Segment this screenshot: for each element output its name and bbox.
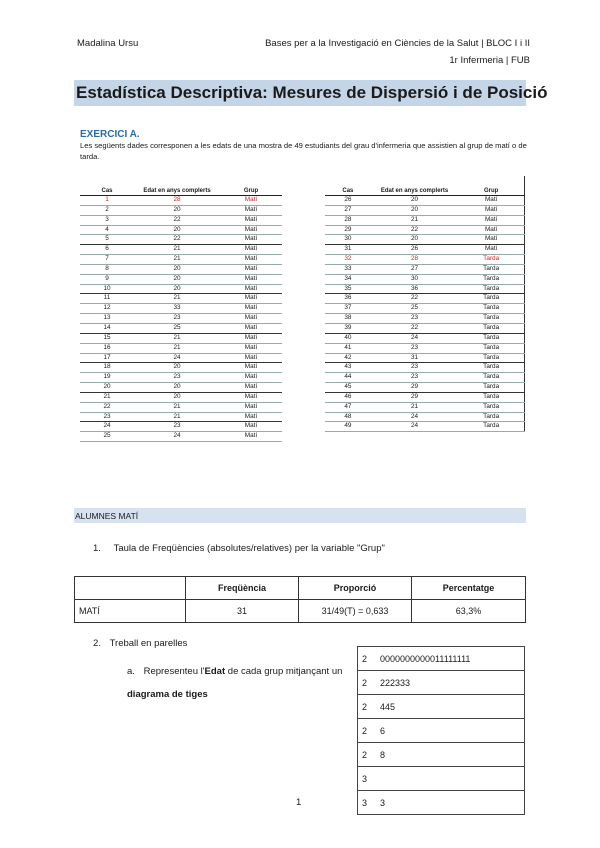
- table-row: [325, 225, 525, 235]
- table-row: [80, 353, 282, 363]
- table-row: [80, 225, 282, 235]
- cell-cas: 28: [325, 215, 371, 225]
- cell-edat: 22: [134, 235, 220, 245]
- col-header-edat: Edat en anys complerts: [371, 176, 459, 196]
- question-1-text: Taula de Freqüències (absolutes/relatives) per la variable "Grup": [113, 543, 385, 554]
- cell-grup: Matí: [458, 225, 524, 235]
- table-row: [325, 422, 525, 432]
- table-row: [325, 215, 525, 225]
- cell-edat: 20: [134, 264, 220, 274]
- cell-edat: 23: [134, 422, 220, 432]
- leaf-cell: 0000000000011111111: [376, 647, 525, 671]
- freq-cell-proporcio: 31/49(T) = 0,633: [299, 600, 412, 623]
- course-line-1: Bases per a la Investigació en Ciències de la Salut | BLOC I i II: [265, 38, 530, 49]
- table-row: [80, 304, 282, 314]
- cell-edat: 26: [371, 245, 459, 255]
- cell-edat: 21: [134, 402, 220, 412]
- cell-edat: 24: [371, 333, 459, 343]
- cell-grup: Tarda: [458, 363, 524, 373]
- cell-grup: Matí: [458, 205, 524, 215]
- section-title: ALUMNES MATÍ: [75, 511, 139, 521]
- stem-leaf-row: [358, 767, 525, 791]
- cell-cas: 7: [80, 255, 134, 265]
- cell-edat: 28: [371, 255, 459, 265]
- freq-header-percentatge: Percentatge: [412, 577, 526, 600]
- cell-edat: 22: [371, 294, 459, 304]
- exercise-heading: EXERCICI A.: [80, 129, 140, 140]
- cell-edat: 21: [134, 255, 220, 265]
- cell-cas: 45: [325, 383, 371, 393]
- table-row: [325, 402, 525, 412]
- table-row: [80, 196, 282, 206]
- table-row: [325, 235, 525, 245]
- leaf-cell: 3: [376, 791, 525, 815]
- cell-cas: 15: [80, 333, 134, 343]
- cell-cas: 10: [80, 284, 134, 294]
- cell-edat: 23: [371, 314, 459, 324]
- cell-grup: Matí: [458, 196, 524, 206]
- cell-grup: Tarda: [458, 383, 524, 393]
- freq-header-frequencia: Freqüència: [186, 577, 299, 600]
- cell-cas: 41: [325, 343, 371, 353]
- cell-edat: 25: [134, 323, 220, 333]
- cell-cas: 32: [325, 255, 371, 265]
- freq-cell-frequencia: 31: [186, 600, 299, 623]
- cell-grup: Matí: [220, 235, 282, 245]
- cell-grup: Matí: [220, 412, 282, 422]
- stem-cell: 3: [358, 767, 377, 791]
- table-row: [80, 363, 282, 373]
- cell-cas: 14: [80, 323, 134, 333]
- cell-grup: Matí: [220, 323, 282, 333]
- table-row: [325, 412, 525, 422]
- stem-leaf-table: [357, 646, 525, 815]
- cell-edat: 21: [134, 343, 220, 353]
- cell-cas: 47: [325, 402, 371, 412]
- cell-edat: 20: [134, 392, 220, 402]
- cell-cas: 5: [80, 235, 134, 245]
- table-row: [325, 245, 525, 255]
- table-row: [325, 373, 525, 383]
- table-row: [325, 205, 525, 215]
- cell-cas: 6: [80, 245, 134, 255]
- table-row: [80, 235, 282, 245]
- cell-edat: 20: [134, 225, 220, 235]
- col-header-grup: Grup: [458, 176, 524, 196]
- cell-grup: Tarda: [458, 304, 524, 314]
- cell-cas: 9: [80, 274, 134, 284]
- cell-cas: 18: [80, 363, 134, 373]
- cell-cas: 23: [80, 412, 134, 422]
- cell-grup: Matí: [220, 314, 282, 324]
- cell-cas: 44: [325, 373, 371, 383]
- cell-edat: 23: [134, 373, 220, 383]
- cell-cas: 34: [325, 274, 371, 284]
- cell-edat: 29: [371, 392, 459, 402]
- cell-grup: Matí: [220, 294, 282, 304]
- question-1: [93, 543, 385, 554]
- data-table-right: [325, 176, 525, 432]
- cell-edat: 21: [134, 245, 220, 255]
- cell-edat: 21: [371, 215, 459, 225]
- table-row: [325, 392, 525, 402]
- question-2a-bold-diagrama: diagrama de tiges: [127, 689, 208, 700]
- cell-cas: 31: [325, 245, 371, 255]
- cell-edat: 22: [371, 225, 459, 235]
- author-name: Madalina Ursu: [77, 38, 139, 49]
- cell-cas: 17: [80, 353, 134, 363]
- table-row: [80, 343, 282, 353]
- cell-cas: 3: [80, 215, 134, 225]
- table-row: [325, 333, 525, 343]
- cell-grup: Tarda: [458, 373, 524, 383]
- table-row: [80, 323, 282, 333]
- cell-grup: Matí: [220, 383, 282, 393]
- cell-cas: 38: [325, 314, 371, 324]
- table-row: [325, 343, 525, 353]
- cell-edat: 24: [134, 432, 220, 442]
- cell-grup: Tarda: [458, 323, 524, 333]
- cell-cas: 36: [325, 294, 371, 304]
- table-row: [80, 392, 282, 402]
- table-row: [80, 255, 282, 265]
- cell-cas: 11: [80, 294, 134, 304]
- cell-edat: 27: [371, 264, 459, 274]
- cell-cas: 43: [325, 363, 371, 373]
- table-row: [325, 274, 525, 284]
- cell-grup: Matí: [220, 284, 282, 294]
- table-row: [80, 412, 282, 422]
- col-header-cas: Cas: [80, 176, 134, 196]
- leaf-cell: 6: [376, 719, 525, 743]
- cell-grup: Matí: [220, 245, 282, 255]
- leaf-cell: 222333: [376, 671, 525, 695]
- cell-grup: Matí: [220, 225, 282, 235]
- page-number: 1: [296, 797, 302, 808]
- table-row: [80, 432, 282, 442]
- cell-cas: 25: [80, 432, 134, 442]
- cell-grup: Matí: [220, 432, 282, 442]
- cell-cas: 16: [80, 343, 134, 353]
- stem-cell: 2: [358, 719, 377, 743]
- cell-grup: Tarda: [458, 264, 524, 274]
- cell-grup: Tarda: [458, 284, 524, 294]
- cell-grup: Tarda: [458, 392, 524, 402]
- cell-cas: 48: [325, 412, 371, 422]
- table-row: [80, 402, 282, 412]
- stem-cell: 2: [358, 671, 377, 695]
- stem-leaf-row: [358, 671, 525, 695]
- stem-leaf-row: [358, 647, 525, 671]
- cell-grup: Tarda: [458, 402, 524, 412]
- stem-leaf-row: [358, 719, 525, 743]
- cell-edat: 23: [371, 373, 459, 383]
- cell-grup: Matí: [458, 245, 524, 255]
- col-header-edat: Edat en anys complerts: [134, 176, 220, 196]
- table-row: [80, 274, 282, 284]
- cell-edat: 20: [134, 274, 220, 284]
- cell-grup: Matí: [220, 422, 282, 432]
- leaf-cell: [376, 767, 525, 791]
- cell-edat: 33: [134, 304, 220, 314]
- question-2-text: Treball en parelles: [109, 638, 188, 649]
- cell-cas: 21: [80, 392, 134, 402]
- table-row: [80, 264, 282, 274]
- cell-grup: Tarda: [458, 274, 524, 284]
- cell-edat: 31: [371, 353, 459, 363]
- cell-edat: 24: [134, 353, 220, 363]
- question-2a-text-1: Representeu l': [143, 666, 205, 677]
- cell-grup: Matí: [220, 402, 282, 412]
- cell-edat: 23: [371, 363, 459, 373]
- leaf-cell: 445: [376, 695, 525, 719]
- cell-cas: 22: [80, 402, 134, 412]
- freq-header-empty: [75, 577, 186, 600]
- stem-cell: 2: [358, 695, 377, 719]
- cell-grup: Matí: [220, 363, 282, 373]
- cell-cas: 13: [80, 314, 134, 324]
- table-row: [325, 255, 525, 265]
- cell-grup: Matí: [458, 235, 524, 245]
- cell-grup: Matí: [220, 343, 282, 353]
- cell-edat: 20: [134, 284, 220, 294]
- table-row: [80, 333, 282, 343]
- stem-leaf-row: [358, 743, 525, 767]
- table-row: [80, 284, 282, 294]
- stem-cell: 2: [358, 647, 377, 671]
- cell-cas: 46: [325, 392, 371, 402]
- table-row: [325, 353, 525, 363]
- stem-leaf-row: [358, 791, 525, 815]
- cell-grup: Tarda: [458, 294, 524, 304]
- cell-grup: Matí: [220, 205, 282, 215]
- cell-edat: 21: [371, 402, 459, 412]
- cell-edat: 20: [371, 235, 459, 245]
- cell-edat: 22: [134, 215, 220, 225]
- cell-grup: Tarda: [458, 314, 524, 324]
- cell-grup: Tarda: [458, 353, 524, 363]
- question-2a: [127, 660, 349, 706]
- freq-cell-group: MATÍ: [75, 600, 186, 623]
- cell-edat: 24: [371, 422, 459, 432]
- table-row: [325, 383, 525, 393]
- question-1-number: 1.: [93, 543, 101, 554]
- table-row: [80, 422, 282, 432]
- cell-grup: Matí: [220, 392, 282, 402]
- cell-cas: 4: [80, 225, 134, 235]
- cell-cas: 19: [80, 373, 134, 383]
- cell-edat: 23: [134, 314, 220, 324]
- cell-edat: 20: [134, 383, 220, 393]
- cell-grup: Matí: [220, 304, 282, 314]
- cell-edat: 21: [134, 412, 220, 422]
- question-2a-letter: a.: [127, 666, 135, 677]
- cell-grup: Tarda: [458, 333, 524, 343]
- table-row: [80, 294, 282, 304]
- question-2: [93, 638, 187, 649]
- cell-edat: 36: [371, 284, 459, 294]
- question-2-number: 2.: [93, 638, 101, 649]
- table-row: [80, 215, 282, 225]
- table-row: [325, 304, 525, 314]
- cell-cas: 27: [325, 205, 371, 215]
- freq-cell-percentatge: 63,3%: [412, 600, 526, 623]
- stem-leaf-row: [358, 695, 525, 719]
- cell-cas: 49: [325, 422, 371, 432]
- cell-grup: Tarda: [458, 343, 524, 353]
- table-row: [325, 323, 525, 333]
- cell-edat: 23: [371, 343, 459, 353]
- stem-cell: 2: [358, 743, 377, 767]
- cell-edat: 30: [371, 274, 459, 284]
- page-title: Estadística Descriptiva: Mesures de Dispersió i de Posició: [76, 83, 548, 102]
- stem-cell: 3: [358, 791, 377, 815]
- cell-edat: 29: [371, 383, 459, 393]
- cell-cas: 29: [325, 225, 371, 235]
- cell-cas: 24: [80, 422, 134, 432]
- cell-cas: 40: [325, 333, 371, 343]
- col-header-grup: Grup: [220, 176, 282, 196]
- cell-grup: Matí: [220, 373, 282, 383]
- cell-grup: Matí: [220, 255, 282, 265]
- col-header-cas: Cas: [325, 176, 371, 196]
- table-row: [325, 314, 525, 324]
- table-row: [325, 196, 525, 206]
- cell-grup: Matí: [220, 353, 282, 363]
- cell-cas: 1: [80, 196, 134, 206]
- section-bar: [74, 508, 526, 523]
- cell-edat: 24: [371, 412, 459, 422]
- table-row: [325, 294, 525, 304]
- cell-cas: 37: [325, 304, 371, 314]
- cell-edat: 25: [371, 304, 459, 314]
- data-table-left: [80, 176, 282, 442]
- cell-edat: 22: [371, 323, 459, 333]
- cell-cas: 39: [325, 323, 371, 333]
- cell-grup: Matí: [220, 196, 282, 206]
- table-row: [80, 373, 282, 383]
- cell-edat: 20: [134, 205, 220, 215]
- cell-cas: 20: [80, 383, 134, 393]
- leaf-cell: 8: [376, 743, 525, 767]
- cell-cas: 42: [325, 353, 371, 363]
- cell-edat: 28: [134, 196, 220, 206]
- cell-cas: 30: [325, 235, 371, 245]
- cell-cas: 2: [80, 205, 134, 215]
- cell-edat: 21: [134, 333, 220, 343]
- cell-grup: Tarda: [458, 255, 524, 265]
- cell-grup: Matí: [220, 274, 282, 284]
- question-2a-text-2: de cada grup mitjançant un: [225, 666, 343, 677]
- cell-grup: Tarda: [458, 412, 524, 422]
- cell-cas: 35: [325, 284, 371, 294]
- exercise-text: Les següents dades corresponen a les edats de una mostra de 49 estudiants del grau d'infermeria que assistien al grup de matí o de tarda.: [80, 141, 527, 161]
- cell-grup: Matí: [220, 264, 282, 274]
- table-row: [80, 314, 282, 324]
- cell-grup: Tarda: [458, 422, 524, 432]
- cell-cas: 26: [325, 196, 371, 206]
- cell-edat: 20: [371, 205, 459, 215]
- cell-cas: 8: [80, 264, 134, 274]
- table-row: [80, 245, 282, 255]
- cell-cas: 33: [325, 264, 371, 274]
- cell-edat: 20: [371, 196, 459, 206]
- table-row: [80, 205, 282, 215]
- course-line-2: 1r Infermeria | FUB: [449, 55, 530, 66]
- freq-header-proporcio: Proporció: [299, 577, 412, 600]
- frequency-table: [74, 576, 526, 623]
- table-row: [325, 363, 525, 373]
- table-row: [80, 383, 282, 393]
- cell-grup: Matí: [220, 215, 282, 225]
- cell-grup: Matí: [220, 333, 282, 343]
- cell-grup: Matí: [458, 215, 524, 225]
- cell-edat: 20: [134, 363, 220, 373]
- cell-cas: 12: [80, 304, 134, 314]
- table-row: [325, 264, 525, 274]
- question-2a-bold-edat: Edat: [204, 666, 226, 677]
- cell-edat: 21: [134, 294, 220, 304]
- table-row: [325, 284, 525, 294]
